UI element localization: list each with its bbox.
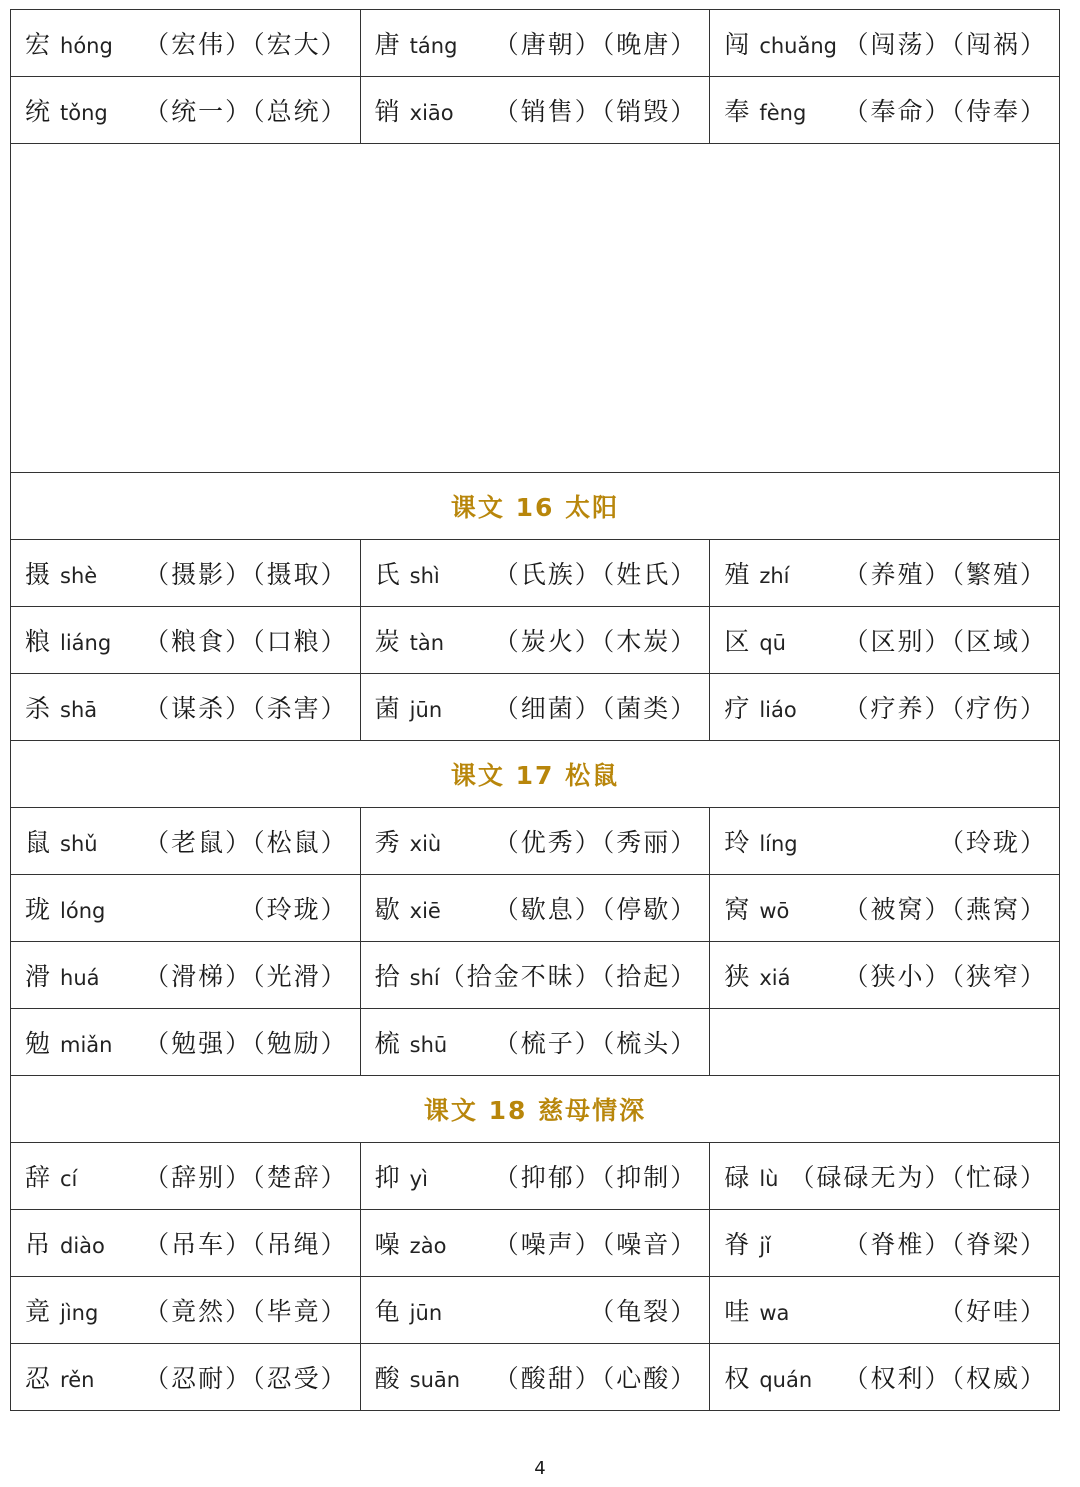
vocab-cell (710, 1210, 1060, 1277)
vocab-entry (11, 10, 360, 76)
pinyin: shǔ (60, 832, 98, 856)
example-words: （唐朝）（晚唐） (493, 30, 698, 59)
character: 歇 (374, 895, 400, 924)
example-words: （好哇） (938, 1297, 1047, 1326)
vocabulary-table (10, 9, 1060, 1411)
pinyin: xiù (409, 832, 442, 856)
character-group (724, 25, 837, 61)
example-words: （谋杀）（杀害） (144, 694, 348, 723)
character-group (25, 1359, 94, 1395)
example-words: （统一）（总统） (144, 97, 348, 126)
character-group (375, 1024, 448, 1060)
pinyin: chuǎng (759, 34, 838, 58)
vocab-cell (360, 808, 710, 875)
pinyin: wa (759, 1301, 790, 1325)
vocab-cell (360, 1344, 710, 1411)
vocab-entry (710, 1210, 1059, 1276)
vocab-row (11, 942, 1060, 1009)
vocab-entry (361, 942, 710, 1008)
character: 秀 (374, 828, 400, 857)
character-group (724, 689, 796, 725)
character-group (25, 689, 97, 725)
character: 殖 (724, 560, 750, 589)
character-group (25, 1158, 77, 1194)
vocab-cell (710, 1344, 1060, 1411)
example-words: （粮食）（口粮） (144, 627, 348, 656)
vocab-cell (710, 1009, 1060, 1076)
pinyin: lóng (60, 899, 106, 923)
pinyin: tǒng (60, 101, 108, 125)
vocab-cell (360, 942, 710, 1009)
example-words: （优秀）（秀丽） (493, 828, 698, 857)
example-words: （被窝）（燕窝） (843, 895, 1047, 924)
vocab-entry (361, 1344, 710, 1410)
vocab-cell (710, 808, 1060, 875)
pinyin: shí (409, 966, 440, 990)
vocab-row (11, 674, 1060, 741)
vocab-row (11, 10, 1060, 77)
vocab-cell (710, 942, 1060, 1009)
vocab-entry (710, 1277, 1059, 1343)
pinyin: quán (759, 1368, 813, 1392)
vocab-row (11, 1143, 1060, 1210)
character-group (375, 689, 442, 725)
vocab-row (11, 77, 1060, 144)
vocab-cell (11, 808, 361, 875)
vocab-row (11, 607, 1060, 674)
character-group (375, 1225, 447, 1261)
vocab-entry (11, 674, 360, 740)
character-group (375, 622, 444, 658)
vocab-entry (710, 10, 1059, 76)
pinyin: jūn (409, 698, 443, 722)
character-group (25, 555, 97, 591)
vocab-cell (11, 1277, 361, 1344)
vocab-cell (11, 607, 361, 674)
vocab-entry (361, 875, 710, 941)
vocab-entry (710, 1009, 1059, 1075)
pinyin: jǐ (759, 1234, 771, 1258)
vocabulary-sheet (10, 9, 1060, 1411)
vocab-entry (361, 607, 710, 673)
vocab-cell (360, 1210, 710, 1277)
vocab-cell (360, 1143, 710, 1210)
example-words: （梳子）（梳头） (493, 1029, 698, 1058)
vocab-cell (360, 607, 710, 674)
character: 吊 (25, 1230, 51, 1259)
pinyin: yì (409, 1167, 428, 1191)
vocab-row (11, 1009, 1060, 1076)
vocab-entry (710, 540, 1059, 606)
vocab-cell (710, 875, 1060, 942)
pinyin: táng (409, 34, 458, 58)
pinyin: lù (759, 1167, 779, 1191)
example-words: （歇息）（停歇） (493, 895, 698, 924)
character-group (375, 92, 454, 128)
character: 龟 (374, 1297, 400, 1326)
pinyin: rěn (60, 1368, 95, 1392)
character-group (724, 957, 790, 993)
blank-row (11, 144, 1060, 473)
character: 疗 (724, 694, 750, 723)
character: 菌 (374, 694, 400, 723)
section-row (11, 473, 1060, 540)
example-words: （玲珑） (239, 895, 348, 924)
character: 炭 (374, 627, 400, 656)
vocab-cell (710, 540, 1060, 607)
character: 摄 (25, 560, 51, 589)
character-group (25, 957, 100, 993)
vocab-entry (11, 1143, 360, 1209)
pinyin: liáng (60, 631, 112, 655)
pinyin: jūn (409, 1301, 443, 1325)
vocab-cell (710, 607, 1060, 674)
character: 氏 (374, 560, 400, 589)
character: 统 (25, 97, 51, 126)
character: 粮 (25, 627, 51, 656)
vocab-cell (11, 1143, 361, 1210)
example-words: （滑梯）（光滑） (144, 962, 348, 991)
pinyin: xiē (409, 899, 441, 923)
page-number: 4 (534, 1458, 546, 1479)
vocab-row (11, 1210, 1060, 1277)
character-group (724, 622, 786, 658)
pinyin: shè (60, 564, 98, 588)
pinyin: suān (409, 1368, 461, 1392)
vocab-cell (360, 875, 710, 942)
vocab-entry (11, 875, 360, 941)
character: 狭 (724, 962, 750, 991)
character: 玲 (724, 828, 750, 857)
character-group (25, 1292, 98, 1328)
vocab-row (11, 875, 1060, 942)
character-group (724, 92, 806, 128)
vocab-entry (11, 1210, 360, 1276)
example-words: （狭小）（狭窄） (843, 962, 1047, 991)
example-words: （权利）（权威） (843, 1364, 1047, 1393)
character-group (25, 25, 113, 61)
pinyin: shū (409, 1033, 448, 1057)
character: 窝 (724, 895, 750, 924)
section-title: 课文 16 太阳 (11, 473, 1060, 540)
vocab-cell (710, 674, 1060, 741)
vocab-cell (11, 942, 361, 1009)
character: 杀 (25, 694, 51, 723)
character: 勉 (25, 1029, 51, 1058)
vocab-cell (11, 540, 361, 607)
vocab-entry (361, 77, 710, 143)
character: 宏 (25, 30, 51, 59)
character: 忍 (25, 1364, 51, 1393)
character-group (25, 823, 98, 859)
pinyin: hóng (60, 34, 113, 58)
character: 拾 (374, 962, 400, 991)
example-words: （忍耐）（忍受） (144, 1364, 348, 1393)
character: 哇 (724, 1297, 750, 1326)
character-group (724, 1359, 812, 1395)
example-words: （闯荡）（闯祸） (843, 30, 1047, 59)
character-group (375, 1158, 428, 1194)
vocab-row (11, 1277, 1060, 1344)
character-group (25, 1225, 105, 1261)
character-group (724, 555, 789, 591)
vocab-entry (361, 1277, 710, 1343)
vocab-entry (361, 808, 710, 874)
vocab-entry (11, 1277, 360, 1343)
pinyin: xiāo (409, 101, 454, 125)
vocab-cell (710, 77, 1060, 144)
character: 噪 (374, 1230, 400, 1259)
vocab-entry (11, 77, 360, 143)
vocab-entry (710, 1344, 1059, 1410)
vocab-entry (361, 540, 710, 606)
example-words: （摄影）（摄取） (144, 560, 348, 589)
pinyin: wō (759, 899, 790, 923)
vocab-entry (710, 77, 1059, 143)
vocab-cell (11, 1210, 361, 1277)
vocab-row (11, 1344, 1060, 1411)
pinyin: qū (759, 631, 786, 655)
character-group (724, 1292, 789, 1328)
pinyin: fèng (759, 101, 807, 125)
vocab-cell (11, 1009, 361, 1076)
example-words: （疗养）（疗伤） (843, 694, 1047, 723)
section-row (11, 1076, 1060, 1143)
pinyin: zào (409, 1234, 447, 1258)
character-group (724, 1158, 778, 1194)
character-group (375, 957, 440, 993)
character-group (375, 823, 442, 859)
pinyin: shā (60, 698, 98, 722)
vocab-entry (710, 808, 1059, 874)
example-words: （噪声）（噪音） (493, 1230, 698, 1259)
character: 销 (374, 97, 400, 126)
pinyin: tàn (409, 631, 445, 655)
blank-area (11, 144, 1060, 473)
section-title: 课文 18 慈母情深 (11, 1076, 1060, 1143)
example-words: （氏族）（姓氏） (493, 560, 698, 589)
pinyin: jìng (60, 1301, 99, 1325)
vocab-cell (360, 1009, 710, 1076)
example-words: （宏伟）（宏大） (144, 30, 348, 59)
example-words: （老鼠）（松鼠） (144, 828, 348, 857)
vocab-entry (11, 1344, 360, 1410)
vocab-cell (710, 1277, 1060, 1344)
vocab-cell (360, 540, 710, 607)
character: 珑 (25, 895, 51, 924)
example-words: （吊车）（吊绳） (144, 1230, 348, 1259)
pinyin: shì (409, 564, 440, 588)
example-words: （销售）（销毁） (493, 97, 698, 126)
vocab-cell (11, 1344, 361, 1411)
character-group (25, 622, 111, 658)
example-words: （拾金不昧）（拾起） (439, 962, 698, 991)
vocab-cell (710, 10, 1060, 77)
vocab-cell (11, 10, 361, 77)
vocab-entry (361, 1143, 710, 1209)
vocab-entry (361, 10, 710, 76)
character-group (375, 555, 440, 591)
character: 奉 (724, 97, 750, 126)
vocab-entry (11, 607, 360, 673)
character: 唐 (374, 30, 400, 59)
pinyin: cí (60, 1167, 78, 1191)
character-group (25, 92, 108, 128)
character: 鼠 (25, 828, 51, 857)
character: 梳 (374, 1029, 400, 1058)
example-words: （辞别）（楚辞） (144, 1163, 348, 1192)
vocab-row (11, 808, 1060, 875)
vocab-entry (11, 808, 360, 874)
vocab-entry (710, 607, 1059, 673)
example-words: （玲珑） (938, 828, 1047, 857)
vocab-entry (361, 1009, 710, 1075)
character: 竟 (25, 1297, 51, 1326)
pinyin: zhí (759, 564, 790, 588)
vocab-entry (11, 1009, 360, 1075)
character: 抑 (374, 1163, 400, 1192)
example-words: （酸甜）（心酸） (493, 1364, 698, 1393)
example-words: （养殖）（繁殖） (843, 560, 1047, 589)
character-group (25, 890, 105, 926)
example-words: （勉强）（勉励） (144, 1029, 348, 1058)
vocab-entry (11, 942, 360, 1008)
example-words: （奉命）（侍奉） (843, 97, 1047, 126)
pinyin: líng (759, 832, 798, 856)
example-words: （炭火）（木炭） (493, 627, 698, 656)
vocab-row (11, 540, 1060, 607)
vocab-entry (710, 942, 1059, 1008)
character-group (25, 1024, 113, 1060)
character-group (375, 1292, 442, 1328)
section-title: 课文 17 松鼠 (11, 741, 1060, 808)
pinyin: liáo (759, 698, 797, 722)
character: 辞 (25, 1163, 51, 1192)
character: 碌 (724, 1163, 750, 1192)
vocab-entry (710, 674, 1059, 740)
character: 酸 (374, 1364, 400, 1393)
character-group (724, 1225, 771, 1261)
vocab-entry (710, 1143, 1059, 1209)
example-words: （龟裂） (589, 1297, 698, 1326)
example-words: （碌碌无为）（忙碌） (789, 1163, 1047, 1192)
vocab-cell (710, 1143, 1060, 1210)
character-group (375, 25, 458, 61)
vocab-entry (710, 875, 1059, 941)
pinyin: huá (60, 966, 100, 990)
character: 权 (724, 1364, 750, 1393)
example-words: （区别）（区域） (843, 627, 1047, 656)
vocab-cell (360, 77, 710, 144)
vocab-cell (360, 674, 710, 741)
vocab-entry (361, 1210, 710, 1276)
vocabulary-table-body (11, 10, 1060, 1411)
vocab-entry (361, 674, 710, 740)
vocab-cell (11, 77, 361, 144)
character: 区 (724, 627, 750, 656)
character-group (375, 890, 441, 926)
vocab-cell (11, 674, 361, 741)
example-words: （竟然）（毕竟） (144, 1297, 348, 1326)
example-words: （细菌）（菌类） (493, 694, 698, 723)
example-words: （脊椎）（脊梁） (843, 1230, 1047, 1259)
character: 闯 (724, 30, 750, 59)
example-words: （抑郁）（抑制） (493, 1163, 698, 1192)
section-row (11, 741, 1060, 808)
vocab-cell (11, 875, 361, 942)
pinyin: xiá (759, 966, 791, 990)
vocab-entry (11, 540, 360, 606)
pinyin: miǎn (60, 1033, 113, 1057)
vocab-cell (360, 1277, 710, 1344)
character-group (375, 1359, 460, 1395)
character: 滑 (25, 962, 51, 991)
vocab-cell (360, 10, 710, 77)
character-group (724, 890, 789, 926)
pinyin: diào (60, 1234, 105, 1258)
character-group (724, 823, 797, 859)
character: 脊 (724, 1230, 750, 1259)
